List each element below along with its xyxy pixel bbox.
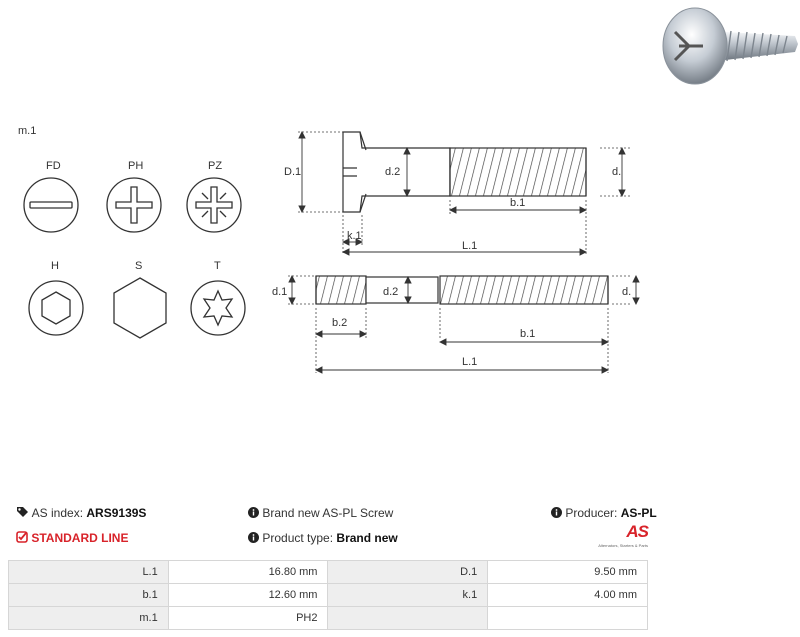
product-type-label: Product type: <box>262 531 334 545</box>
drive-h-label: H <box>51 260 59 272</box>
spec-key-cell <box>328 607 488 630</box>
dim-k1-label: k.1 <box>347 230 362 242</box>
dim-b2-label: b.2 <box>332 317 348 329</box>
drive-t-label: T <box>214 260 221 272</box>
spec-key-cell: L.1 <box>9 561 169 584</box>
drive-icons <box>0 170 260 350</box>
dim-d-label: d. <box>612 166 622 178</box>
as-logo <box>596 522 648 552</box>
drive-fd-label: FD <box>46 160 61 172</box>
countersunk-screw-drawing <box>343 132 586 212</box>
dim-d1-label: d.1 <box>272 286 288 298</box>
spec-value-cell <box>488 607 648 630</box>
producer-label: Producer: <box>565 506 618 520</box>
spec-value-cell: 16.80 mm <box>168 561 328 584</box>
info-icon <box>248 507 259 518</box>
spec-key-cell: m.1 <box>9 607 169 630</box>
info-icon <box>248 532 259 543</box>
phillips-drive-icon <box>107 178 161 232</box>
description-text: Brand new AS-PL Screw <box>262 506 394 520</box>
spec-value-cell: 9.50 mm <box>488 561 648 584</box>
as-index-value: ARS9139S <box>86 506 147 520</box>
flat-drive-icon <box>24 178 78 232</box>
dimension-drawing <box>270 120 650 385</box>
standard-line <box>16 531 128 545</box>
hex-socket-drive-icon <box>29 281 83 335</box>
producer <box>551 506 657 520</box>
producer-value: AS-PL <box>620 506 657 520</box>
spec-table <box>8 560 648 630</box>
product-type <box>248 531 398 545</box>
dim-b1-label: b.1 <box>510 197 526 209</box>
spec-value-cell: PH2 <box>168 607 328 630</box>
torx-drive-icon <box>191 281 245 335</box>
stud-drawing <box>316 276 608 304</box>
dim-b1b-label: b.1 <box>520 328 536 340</box>
dim-L1-label: L.1 <box>462 240 478 252</box>
drive-s-label: S <box>135 260 143 272</box>
drive-pz-label: PZ <box>208 160 223 172</box>
spec-value-cell: 12.60 mm <box>168 584 328 607</box>
spec-key-cell: k.1 <box>328 584 488 607</box>
dim-L1b-label: L.1 <box>462 356 478 368</box>
table-row <box>9 584 648 607</box>
as-index <box>16 506 146 520</box>
dim-d2b-label: d.2 <box>383 286 399 298</box>
dim-d-b-label: d. <box>622 286 632 298</box>
table-row <box>9 607 648 630</box>
hex-head-drive-icon <box>114 278 166 338</box>
dim-D1-label: D.1 <box>284 166 302 178</box>
spec-value-cell: 4.00 mm <box>488 584 648 607</box>
as-index-label: AS index: <box>31 506 84 520</box>
spec-key-cell: D.1 <box>328 561 488 584</box>
as-logo-mark: AS <box>626 522 648 541</box>
product-type-value: Brand new <box>336 531 398 545</box>
drive-ph-label: PH <box>128 160 144 172</box>
drive-label: m.1 <box>18 125 37 137</box>
info-icon <box>551 507 562 518</box>
as-logo-tagline: Alternators, Starters & Parts <box>598 543 648 548</box>
screw-photo <box>655 2 800 87</box>
product-description <box>248 506 393 520</box>
tag-icon <box>16 506 29 518</box>
dim-d2-label: d.2 <box>385 166 401 178</box>
checkbox-icon <box>16 531 28 543</box>
spec-key-cell: b.1 <box>9 584 169 607</box>
pozidriv-drive-icon <box>187 178 241 232</box>
table-row <box>9 561 648 584</box>
standard-line-label: STANDARD LINE <box>31 531 129 545</box>
